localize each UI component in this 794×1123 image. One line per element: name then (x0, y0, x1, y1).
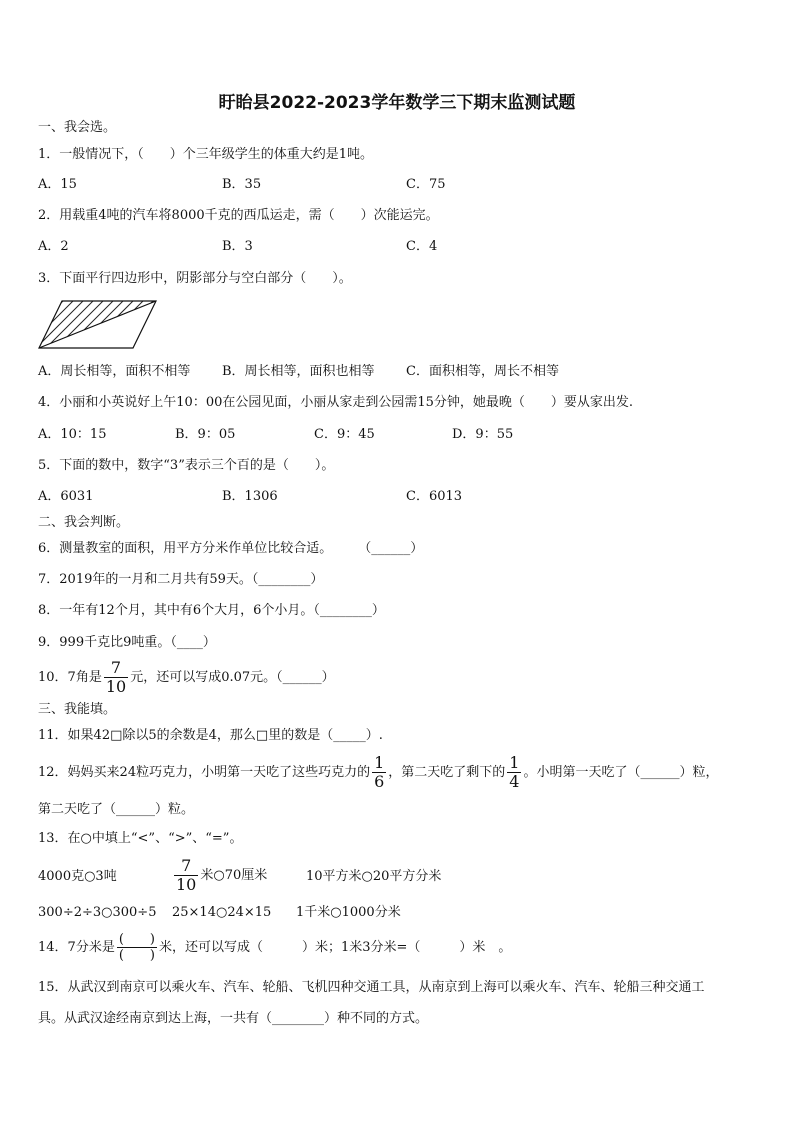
q14-blank-numerator: ( ) (118, 932, 155, 947)
q3-option-a: A．周长相等，面积不相等 (38, 364, 191, 379)
q14-suffix: 米，还可以写成（ ）米；1米3分米=（ ）米 。 (158, 940, 512, 955)
q2-option-b: B．3 (222, 239, 253, 254)
q12-fraction-1-numerator: 1 (374, 753, 385, 772)
q10-prefix: 10．7角是 (38, 670, 102, 685)
question-5: 5．下面的数中，数字“3”表示三个百的是（ ）。 (38, 458, 335, 473)
section-heading-fill: 三、我能填。 (38, 702, 117, 717)
question-15-line2: 具。从武汉途经南京到达上海，一共有（________）种不同的方式。 (38, 1011, 429, 1026)
q13-fraction-numerator: 7 (174, 857, 198, 876)
q12-part1: 12．妈妈买来24粒巧克力，小明第一天吃了这些巧克力的 (38, 765, 371, 780)
question-3: 3．下面平行四边形中，阴影部分与空白部分（ ）。 (38, 271, 352, 286)
q4-option-c: C．9：45 (314, 427, 375, 442)
q13-item-3: 10平方米○20平方分米 (306, 869, 442, 884)
question-15: 15．从武汉到南京可以乘火车、汽车、轮船、飞机四种交通工具，从南京到上海可以乘火车、汽车、轮船三种交通工 (38, 980, 705, 995)
q4-option-d: D．9：55 (452, 427, 514, 442)
q13-fraction-denominator: 10 (176, 875, 197, 894)
parallelogram-figure (36, 298, 160, 352)
q13-item-1: 4000克○3吨 (38, 869, 117, 884)
question-2: 2．用载重4吨的汽车将8000千克的西瓜运走，需（ ）次能运完。 (38, 208, 439, 223)
question-10 (38, 659, 335, 696)
q12-fraction-2-numerator: 1 (509, 753, 520, 772)
q1-option-c: C．75 (406, 177, 446, 192)
q2-option-c: C．4 (406, 239, 438, 254)
question-4: 4．小丽和小英说好上午10：00在公园见面，小丽从家走到公园需15分钟，她最晚（ ）要从家出发. (38, 395, 634, 410)
q13-item-5: 25×14○24×15 (172, 905, 272, 920)
q5-option-c: C．6013 (406, 489, 463, 504)
q12-fraction-1-denominator: 6 (374, 772, 385, 791)
q14-fraction-blank (117, 932, 157, 963)
q3-option-c: C．面积相等，周长不相等 (406, 364, 559, 379)
question-12-line2: 第二天吃了（______）粒。 (38, 802, 195, 817)
section-heading-judge: 二、我会判断。 (38, 515, 130, 530)
q14-blank-denominator: ( ) (118, 948, 155, 963)
q10-fraction-denominator: 10 (105, 677, 127, 696)
q13-item-4: 300÷2÷3○300÷5 (38, 905, 157, 920)
q12-fraction-2 (507, 754, 521, 791)
q13-item-2-text: 米○70厘米 (200, 868, 268, 883)
question-13: 13．在○中填上“<”、“>”、“=”。 (38, 831, 243, 846)
q1-option-b: B．35 (222, 177, 262, 192)
question-11: 11．如果42□除以5的余数是4，那么□里的数是（_____）. (38, 728, 383, 743)
question-12 (38, 754, 719, 791)
question-8: 8．一年有12个月，其中有6个大月，6个小月。（________） (38, 603, 385, 618)
question-9: 9．999千克比9吨重。（____） (38, 635, 216, 650)
question-14 (38, 930, 511, 966)
q2-option-a: A．2 (38, 239, 69, 254)
q14-prefix: 14．7分米是 (38, 940, 115, 955)
question-7: 7．2019年的一月和二月共有59天。（________） (38, 572, 324, 587)
q13-fraction (174, 857, 198, 894)
q1-option-a: A．15 (38, 177, 77, 192)
q12-fraction-1 (372, 754, 386, 791)
section-heading-choose: 一、我会选。 (38, 120, 117, 135)
q10-fraction-numerator: 7 (104, 659, 128, 678)
q12-fraction-2-denominator: 4 (509, 772, 520, 791)
q5-option-b: B．1306 (222, 489, 278, 504)
page-title: 盱眙县2022-2023学年数学三下期末监测试题 (218, 93, 576, 113)
q4-option-a: A．10：15 (38, 427, 107, 442)
q3-option-b: B．周长相等，面积也相等 (222, 364, 375, 379)
question-1: 1．一般情况下，（ ）个三年级学生的体重大约是1吨。 (38, 147, 374, 162)
q5-option-a: A．6031 (38, 489, 94, 504)
q13-item-2 (172, 857, 267, 894)
question-6: 6．测量教室的面积，用平方分米作单位比较合适。 （______） (38, 541, 424, 556)
q10-suffix: 元，还可以写成0.07元。（______） (130, 670, 335, 685)
q13-item-6: 1千米○1000分米 (296, 905, 401, 920)
q10-fraction (104, 659, 128, 696)
q12-part2: ，第二天吃了剩下的 (388, 765, 506, 780)
q12-part3: 。小明第一天吃了（______）粒， (523, 765, 719, 780)
q4-option-b: B．9：05 (175, 427, 236, 442)
